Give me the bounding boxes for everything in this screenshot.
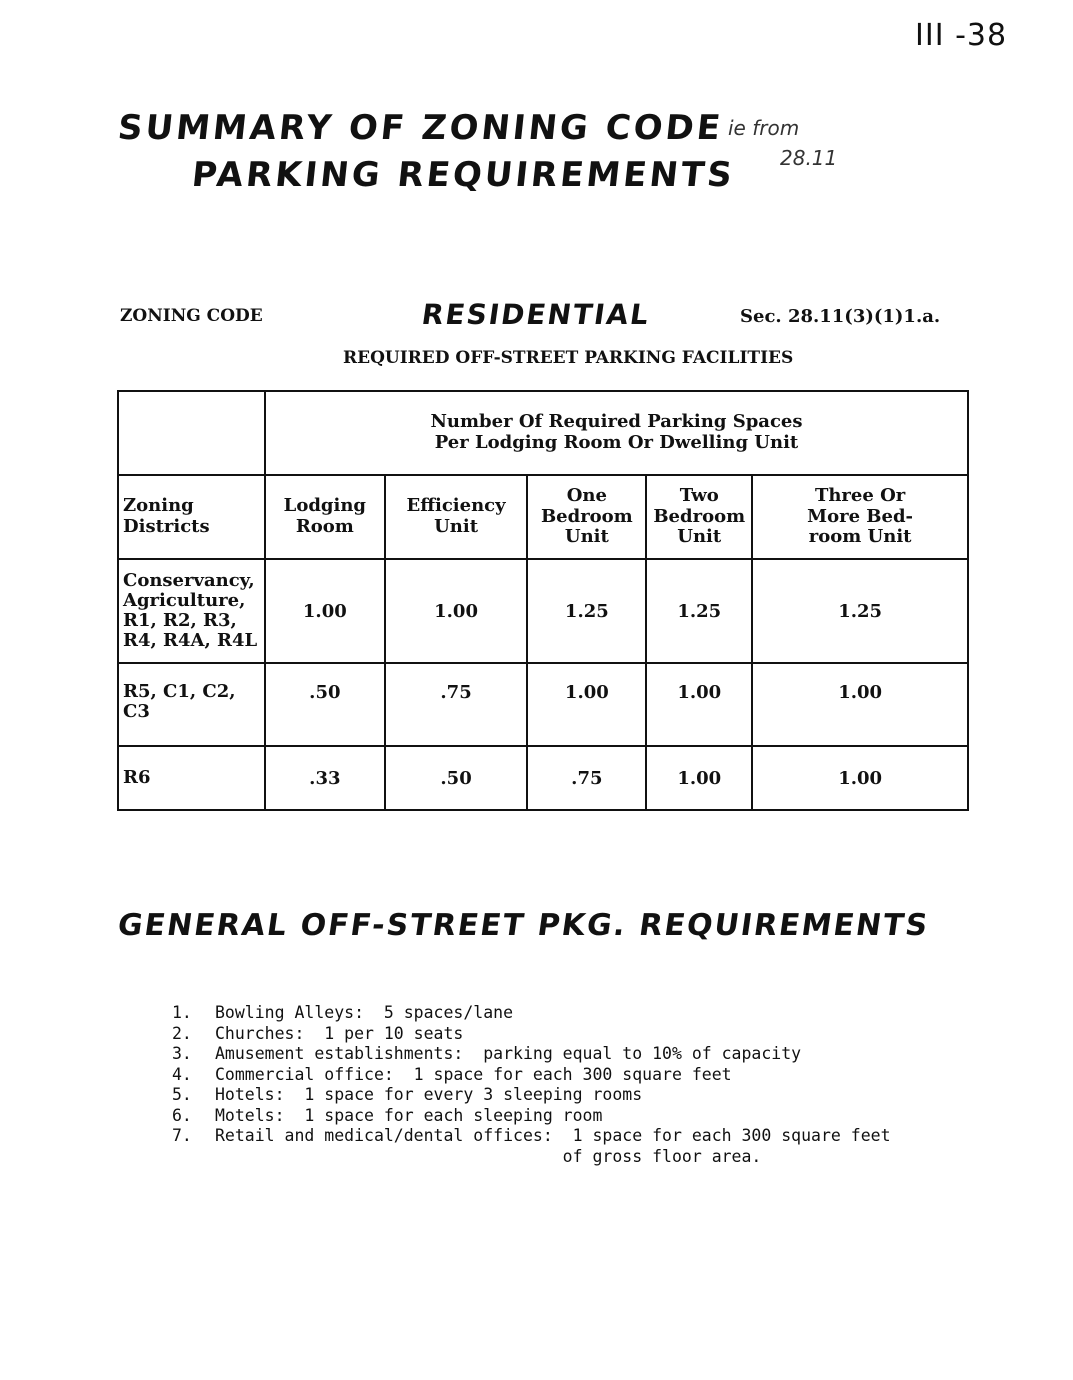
district-cell [118, 559, 265, 663]
value-one-bedroom: 1.25 [527, 559, 646, 663]
district-line: Conservancy, [123, 569, 255, 591]
district-line: R5, C1, C2, [123, 681, 236, 702]
list-item [172, 1065, 891, 1086]
column-header-line: Unit [564, 526, 609, 548]
column-header-line: Lodging [283, 495, 367, 517]
list-item-text: Amusement establishments: parking equal to 10% of capacity [215, 1044, 802, 1063]
list-item-number: 6. [172, 1105, 192, 1125]
value-efficiency-unit: .75 [385, 663, 528, 746]
table-corner-cell [118, 391, 265, 475]
column-header-line: Zoning [123, 495, 194, 517]
district-line: C3 [123, 701, 150, 723]
table-row [118, 663, 968, 746]
residential-heading: RESIDENTIAL [419, 298, 653, 331]
list-item-text: Bowling Alleys: 5 spaces/lane [215, 1003, 514, 1022]
margin-note-line-1: ie from [728, 116, 800, 140]
parking-table [117, 390, 969, 811]
column-header-two-bedroom [646, 475, 752, 559]
table-row [118, 746, 968, 810]
table-header-row-group [118, 391, 968, 475]
value-one-bedroom: 1.00 [527, 663, 646, 746]
list-item-number: 7. [172, 1126, 192, 1145]
page-number: III -38 [915, 18, 1008, 53]
list-item [172, 1044, 891, 1065]
district-line: R1, R2, R3, [123, 610, 237, 631]
column-header-lodging-room [265, 475, 385, 559]
value-three-or-more-bedroom: 1.00 [752, 663, 968, 746]
value-one-bedroom: .75 [527, 746, 646, 810]
value-lodging-room: .50 [265, 663, 385, 746]
value-two-bedroom: 1.00 [646, 746, 752, 810]
district-cell [118, 746, 265, 810]
column-header-line: room Unit [808, 526, 912, 548]
list-item-text: Retail and medical/dental offices: 1 space for each 300 square feet [215, 1126, 891, 1145]
column-header-line: Two [679, 484, 719, 506]
list-item-text: Hotels: 1 space for every 3 sleeping rooms [215, 1085, 643, 1104]
list-item [172, 1147, 891, 1168]
group-header-cell [265, 391, 968, 475]
requirements-list [172, 1003, 891, 1167]
column-header-efficiency-unit [385, 475, 528, 559]
list-item-text: of gross floor area. [215, 1146, 762, 1166]
district-line: R6 [123, 766, 151, 788]
general-requirements-heading: GENERAL OFF-STREET PKG. REQUIREMENTS [115, 908, 932, 943]
column-header-line: Unit [434, 516, 479, 537]
group-header-line-2: Per Lodging Room Or Dwelling Unit [434, 432, 799, 453]
zoning-code-label: ZONING CODE [120, 306, 263, 326]
column-header-one-bedroom [527, 475, 646, 559]
value-efficiency-unit: .50 [385, 746, 528, 810]
section-reference: Sec. 28.11(3)(1)1.a. [740, 306, 941, 327]
value-lodging-room: 1.00 [265, 559, 385, 663]
column-header-line: Unit [677, 526, 722, 548]
list-item [172, 1024, 891, 1045]
column-header-line: Efficiency [406, 495, 506, 517]
value-three-or-more-bedroom: 1.00 [752, 746, 968, 810]
value-efficiency-unit: 1.00 [385, 559, 528, 663]
value-lodging-room: .33 [265, 746, 385, 810]
value-two-bedroom: 1.25 [646, 559, 752, 663]
table-header-row-columns [118, 475, 968, 559]
value-two-bedroom: 1.00 [646, 663, 752, 746]
margin-note-line-2: 28.11 [780, 146, 838, 170]
list-item-number: 2. [172, 1023, 192, 1043]
list-item-number: 5. [172, 1085, 192, 1104]
district-line: Agriculture, [123, 589, 246, 611]
list-item [172, 1003, 891, 1024]
page-title-line-1: SUMMARY OF ZONING CODE [115, 108, 726, 148]
list-item-number: 3. [172, 1044, 192, 1063]
list-item-text: Motels: 1 space for each sleeping room [215, 1105, 603, 1125]
page-title-line-2: PARKING REQUIREMENTS [189, 155, 737, 195]
table-caption: REQUIRED OFF-STREET PARKING FACILITIES [343, 348, 794, 368]
column-header-line: More Bed- [807, 505, 914, 527]
column-header-zoning-districts [118, 475, 265, 559]
district-line: R4, R4A, R4L [123, 630, 258, 652]
list-item [172, 1085, 891, 1106]
list-item-number [172, 1147, 215, 1168]
list-item [172, 1106, 891, 1127]
column-header-line: Three Or [814, 484, 906, 506]
column-header-line: Room [295, 516, 354, 537]
district-cell [118, 663, 265, 746]
list-item-text: Commercial office: 1 space for each 300 square feet [215, 1064, 732, 1084]
column-header-line: Districts [123, 516, 210, 537]
list-item-number: 1. [172, 1003, 192, 1022]
value-three-or-more-bedroom: 1.25 [752, 559, 968, 663]
column-header-line: Bedroom [653, 505, 746, 527]
list-item-number: 4. [172, 1064, 192, 1084]
column-header-three-or-more-bedroom [752, 475, 968, 559]
column-header-line: Bedroom [540, 505, 633, 527]
list-item-text: Churches: 1 per 10 seats [215, 1023, 464, 1043]
group-header-line-1: Number Of Required Parking Spaces [430, 411, 803, 433]
table-row [118, 559, 968, 663]
list-item [172, 1126, 891, 1147]
column-header-line: One [566, 484, 607, 506]
